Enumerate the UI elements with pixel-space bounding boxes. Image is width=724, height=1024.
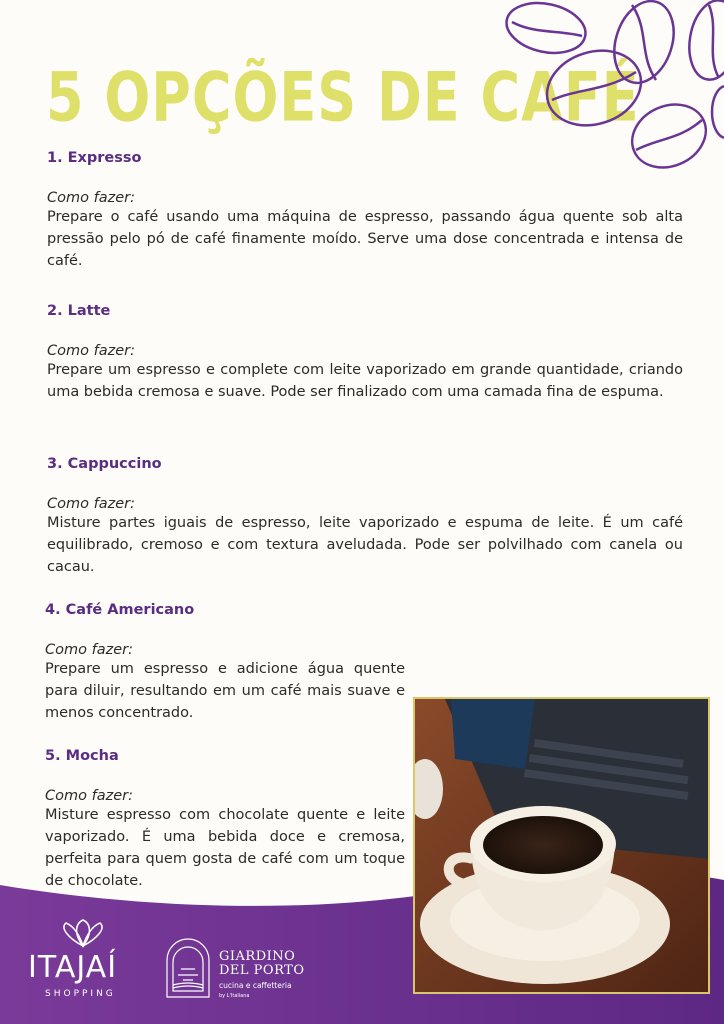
giardino-logo-text (219, 950, 304, 978)
giardino-emblem-icon (163, 935, 213, 999)
item-heading: 2. Latte (47, 303, 111, 319)
item-text: Prepare um espresso e complete com leite vaporizado em grande quantidade, criando uma bebida cremosa e suave. Pode ser finalizado com uma camada fina de espuma. (47, 362, 683, 400)
item-heading: 3. Cappuccino (47, 456, 162, 472)
how-to-label: Como fazer: (45, 642, 133, 658)
how-to-label: Como fazer: (47, 190, 135, 206)
item-text: Misture partes iguais de espresso, leite vaporizado e espuma de leite. É um café equilibrado, cremoso e com textura aveludada. Pode ser polvilhado com canela ou cacau. (47, 515, 683, 575)
item-text: Prepare um espresso e adicione água quente para diluir, resultando em um café mais suave e menos concentrado. (45, 661, 405, 721)
item-expresso (47, 150, 683, 272)
itajai-logo-text: ITAJAÍ (28, 950, 118, 985)
how-to-label: Como fazer: (47, 496, 135, 512)
itajai-logo-subtext: SHOPPING (45, 989, 116, 999)
giardino-by-text: by L'Italiana (219, 993, 250, 999)
item-mocha (45, 748, 405, 892)
item-latte (47, 303, 683, 403)
item-americano (45, 602, 405, 724)
giardino-line2: DEL PORTO (219, 963, 305, 978)
coffee-cup-photo (413, 697, 710, 994)
item-text: Prepare o café usando uma máquina de espresso, passando água quente sob alta pressão pelo pó de café finamente moído. Serve uma dose concentrada e intensa de café. (47, 209, 683, 269)
giardino-subtitle: cucina e caffetteria (219, 981, 292, 990)
giardino-line1: GIARDINO (219, 949, 296, 964)
how-to-label: Como fazer: (47, 343, 135, 359)
item-heading: 5. Mocha (45, 748, 119, 764)
item-heading: 1. Expresso (47, 150, 142, 166)
item-cappuccino (47, 456, 683, 578)
item-text: Misture espresso com chocolate quente e leite vaporizado. É uma bebida doce e cremosa, perfeita para quem gosta de café com um toque de chocolate. (45, 807, 405, 889)
item-heading: 4. Café Americano (45, 602, 195, 618)
how-to-label: Como fazer: (45, 788, 133, 804)
page-title: 5 OPÇÕES DE CAFÉ (46, 58, 640, 137)
coffee-cup-icon (415, 699, 710, 994)
